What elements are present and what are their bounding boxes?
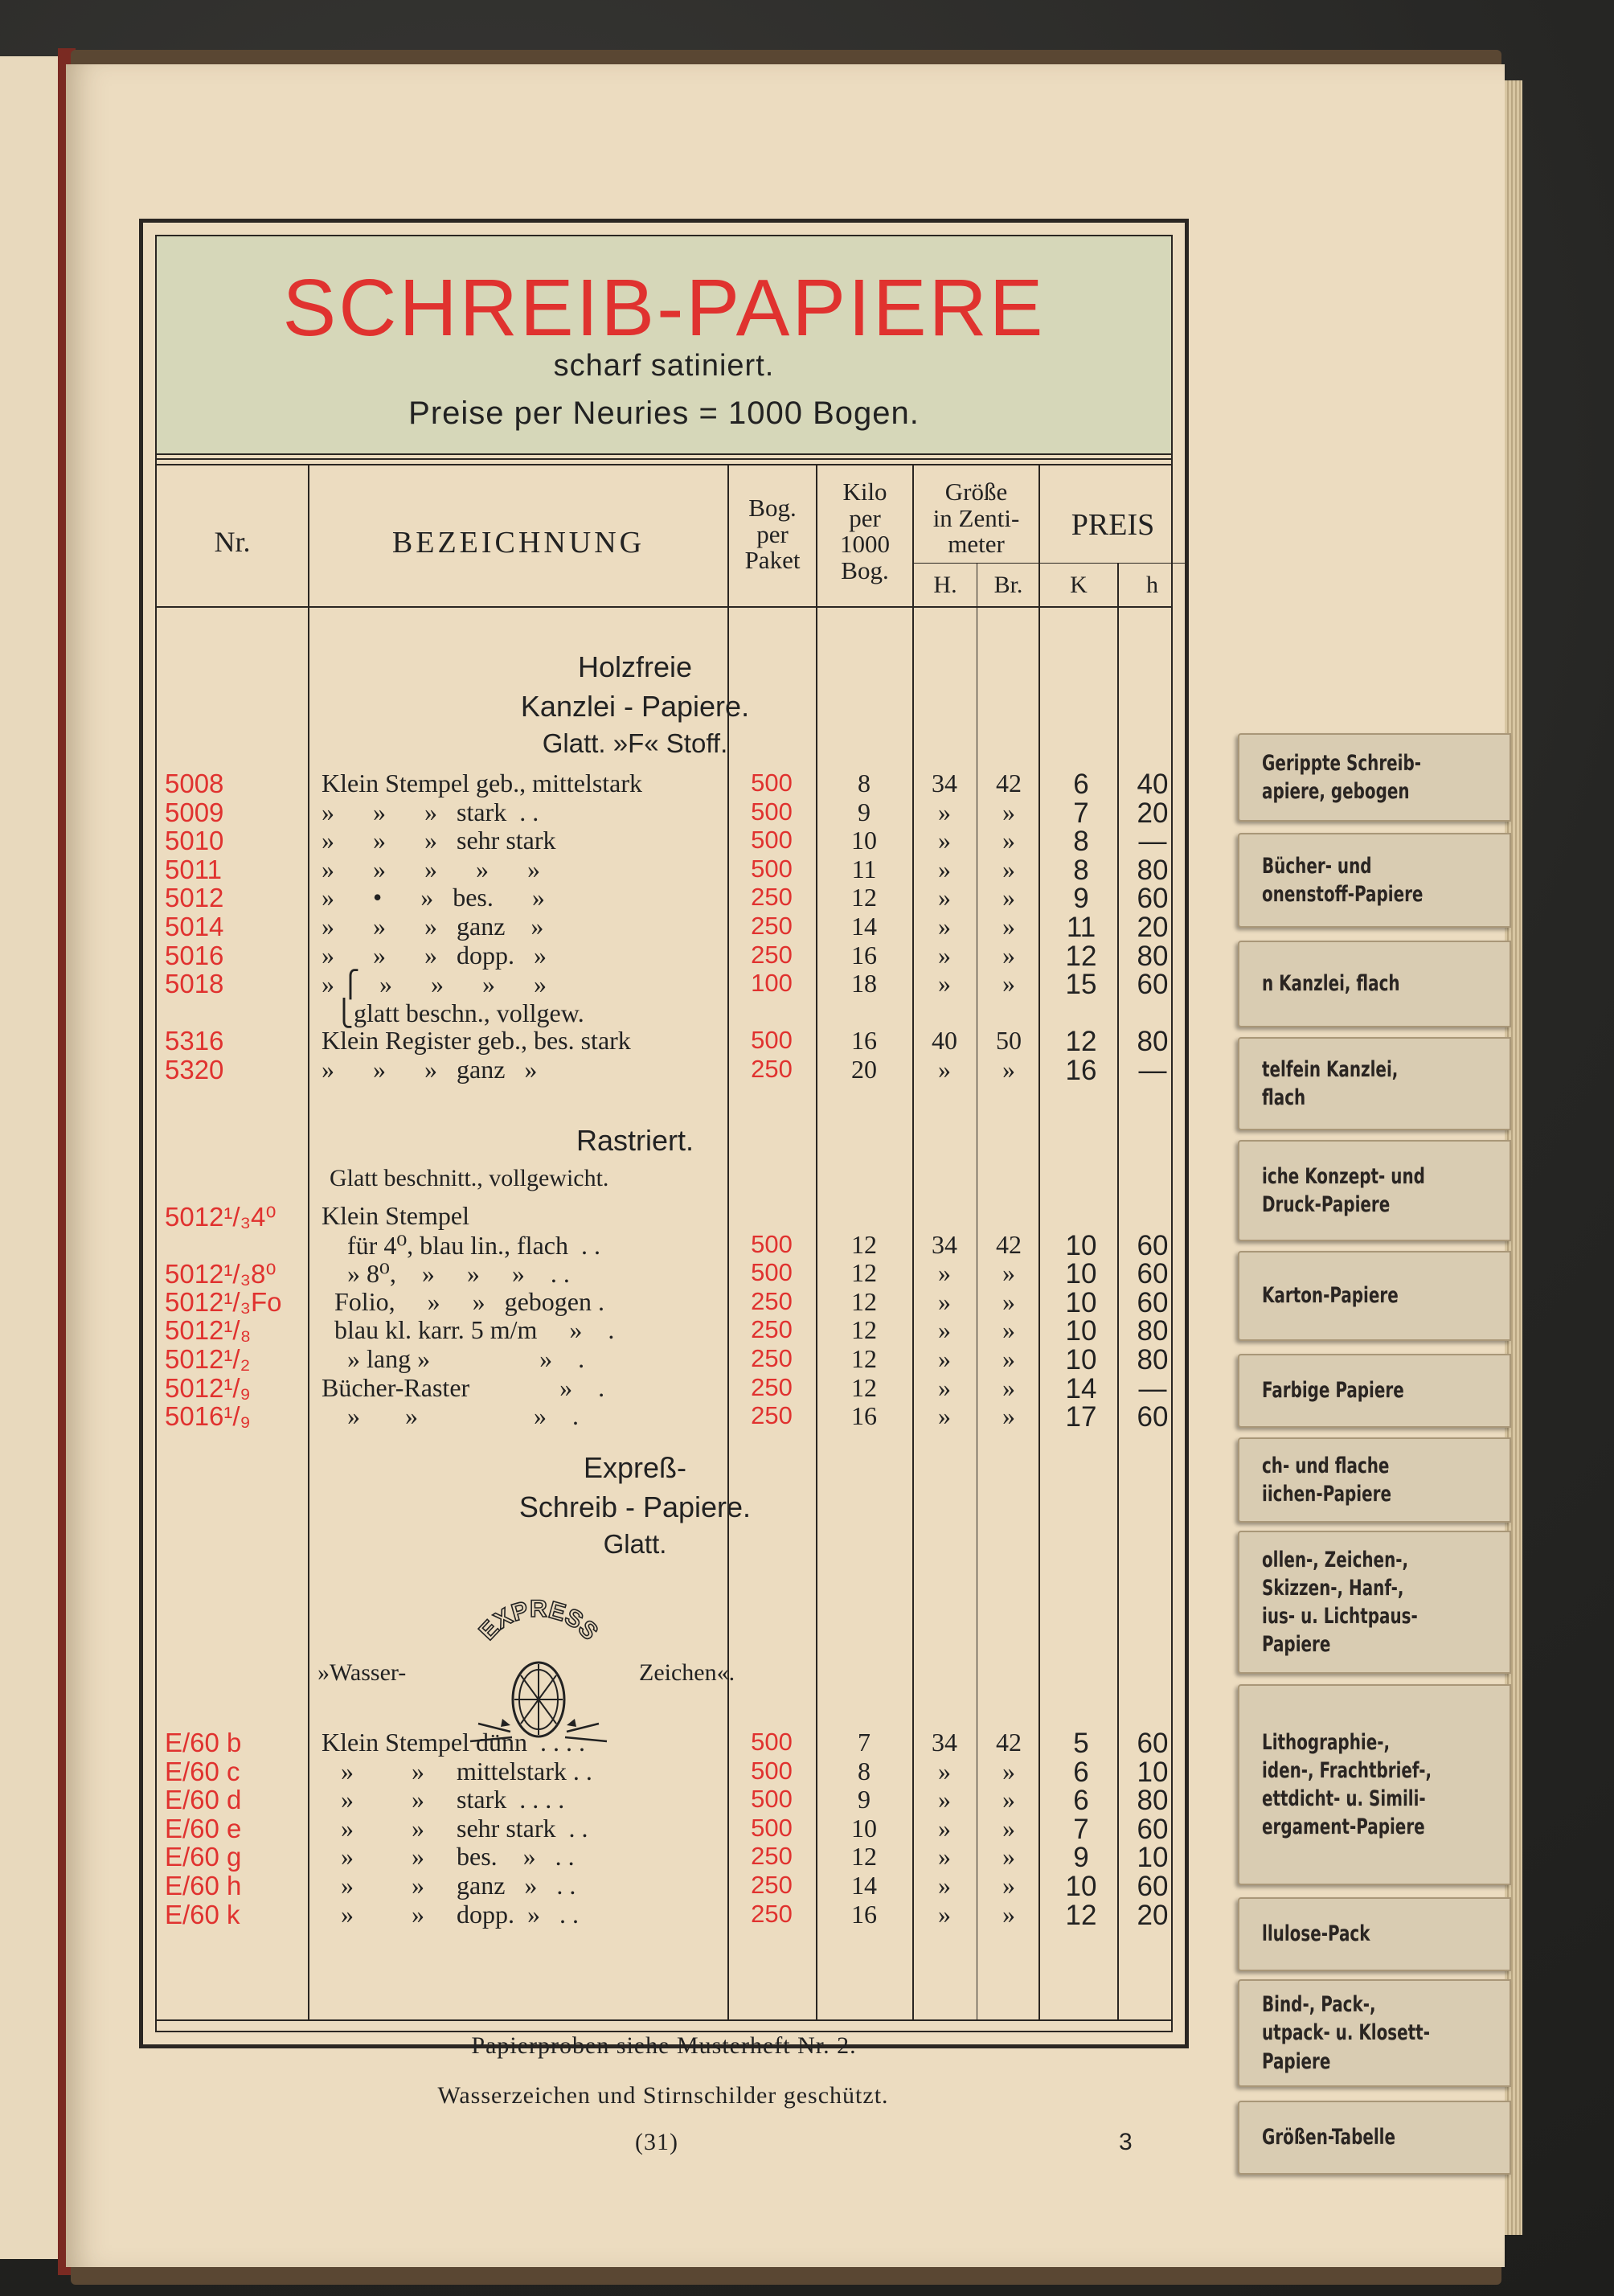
cell-bez: » » dopp. » . .	[322, 1899, 579, 1929]
cell-kilo: 12	[851, 883, 877, 912]
cell-hh: 60	[1137, 969, 1169, 1001]
cell-nr: E/60 b	[165, 1728, 242, 1757]
cell-hh: 60	[1137, 1401, 1169, 1433]
price-table-frame	[139, 219, 1189, 2059]
cell-bog: 500	[751, 854, 793, 883]
cell-k: 10	[1065, 1344, 1097, 1376]
cell-bez: Klein Stempel	[322, 1201, 469, 1230]
table-row	[157, 912, 1171, 941]
cell-bog: 100	[751, 969, 793, 998]
col-groesse: Größe in Zenti- meter	[932, 478, 1020, 559]
cell-nr: E/60 k	[165, 1899, 240, 1929]
wasser-left: »Wasser-	[317, 1659, 407, 1686]
cell-h: »	[938, 1401, 951, 1431]
index-tab[interactable]	[1238, 1354, 1511, 1428]
cell-h: »	[938, 854, 951, 884]
cell-h: »	[938, 1785, 951, 1814]
cell-h: »	[938, 912, 951, 941]
cell-hh: 40	[1137, 769, 1169, 800]
cell-bog: 500	[751, 826, 793, 855]
cell-bez: » » » ganz »	[322, 912, 544, 941]
cell-hh: —	[1138, 1372, 1167, 1404]
cell-hh: 10	[1137, 1756, 1169, 1788]
cell-bog: 500	[751, 797, 793, 826]
cell-bog: 250	[751, 1344, 793, 1372]
cell-nr: 5008	[165, 769, 224, 798]
cell-h: »	[938, 1813, 951, 1843]
cell-hh: 60	[1137, 1871, 1169, 1902]
cell-hh: 60	[1137, 1728, 1169, 1759]
cell-bez: » » » stark . .	[322, 797, 539, 826]
cell-h: 34	[932, 1728, 957, 1757]
cell-kilo: 16	[851, 1026, 877, 1056]
cell-kilo: 18	[851, 969, 877, 998]
index-tab[interactable]	[1238, 1437, 1511, 1523]
cell-bez: Folio, » » gebogen .	[322, 1286, 604, 1316]
cell-bez: » » bes. » . .	[322, 1842, 575, 1872]
cell-k: 7	[1073, 1813, 1089, 1845]
cell-k: 6	[1073, 1756, 1089, 1788]
cell-k: 8	[1073, 854, 1089, 886]
cell-kilo: 10	[851, 826, 877, 855]
cell-k: 17	[1065, 1401, 1097, 1433]
cell-br: »	[1002, 1813, 1015, 1843]
cell-k: 10	[1065, 1286, 1097, 1318]
cell-hh: —	[1138, 826, 1167, 858]
table-row	[157, 1055, 1171, 1084]
cell-kilo: 16	[851, 1401, 877, 1431]
index-tab-label: llulose-Pack	[1262, 1921, 1370, 1947]
cell-br: 42	[996, 1229, 1022, 1259]
cell-br: »	[1002, 1785, 1015, 1814]
cell-br: »	[1002, 1756, 1015, 1786]
cell-bog: 250	[751, 940, 793, 969]
cell-kilo: 12	[851, 1229, 877, 1259]
cell-br: 42	[996, 1728, 1022, 1757]
cell-hh: 20	[1137, 797, 1169, 829]
cell-kilo: 12	[851, 1315, 877, 1345]
rule	[157, 458, 1171, 460]
cell-bez: Bücher-Raster » .	[322, 1372, 605, 1402]
cell-nr: 5012¹/₉	[165, 1372, 251, 1403]
cell-bez: » » stark . . . .	[322, 1785, 565, 1814]
cell-h: »	[938, 797, 951, 826]
cell-bez: » 8⁰, » » » . .	[322, 1259, 570, 1289]
wasser-right: Zeichen«.	[639, 1659, 735, 1686]
cell-hh: 60	[1137, 1229, 1169, 1261]
cell-bez: » » » dopp. »	[322, 940, 547, 970]
col-k: K	[1070, 572, 1088, 598]
table-row	[157, 826, 1171, 858]
col-br: Br.	[993, 572, 1023, 598]
cell-bez: » » » » »	[322, 854, 540, 884]
cell-bez: » » mittelstark . .	[322, 1756, 592, 1786]
cell-bez: » » » sehr stark	[322, 826, 556, 855]
cell-kilo: 14	[851, 912, 877, 941]
table-row	[157, 1401, 1171, 1433]
section-holzfreie: Holzfreie Kanzlei - Papiere. Glatt. »F« Stoff.	[520, 650, 750, 759]
table-row	[157, 1315, 1171, 1347]
cell-h: »	[938, 940, 951, 970]
cell-h: »	[938, 1055, 951, 1084]
cell-br: »	[1002, 854, 1015, 884]
cell-nr: 5016	[165, 940, 224, 970]
cell-kilo: 12	[851, 1344, 877, 1373]
cell-h: »	[938, 969, 951, 998]
cell-h: 34	[932, 769, 957, 797]
cell-bog: 250	[751, 1055, 793, 1083]
cell-k: 12	[1065, 1026, 1097, 1058]
cell-hh: 80	[1137, 1315, 1169, 1347]
section-rastriert: Rastriert.	[576, 1124, 694, 1157]
cell-nr: E/60 c	[165, 1756, 240, 1786]
page-title: SCHREIB-PAPIERE	[282, 263, 1046, 353]
cell-nr: 5012¹/₂	[165, 1344, 251, 1374]
cell-kilo: 10	[851, 1813, 877, 1843]
cell-br: »	[1002, 826, 1015, 855]
cell-nr: 5012¹/₃8⁰	[165, 1259, 277, 1289]
cell-k: 10	[1065, 1258, 1097, 1290]
cell-bog: 250	[751, 1871, 793, 1899]
cell-bog: 250	[751, 1899, 793, 1928]
cell-bez: » » sehr stark . .	[322, 1813, 588, 1843]
sheet-number: 3	[1119, 2129, 1133, 2155]
samples-note: Papierproben siehe Musterheft Nr. 2.	[471, 2032, 857, 2059]
cell-h: »	[938, 826, 951, 855]
cell-kilo: 12	[851, 1286, 877, 1316]
cell-bog: 500	[751, 769, 793, 797]
table-row	[157, 1814, 1171, 1843]
cell-k: 5	[1073, 1728, 1089, 1759]
cell-kilo: 9	[858, 797, 870, 826]
table-row	[157, 998, 1171, 1027]
cell-k: 10	[1065, 1871, 1097, 1902]
col-nr: Nr.	[214, 526, 251, 558]
cell-k: 6	[1073, 769, 1089, 800]
cell-br: »	[1002, 1372, 1015, 1402]
cell-br: »	[1002, 1401, 1015, 1431]
cell-kilo: 8	[858, 769, 870, 797]
index-tab[interactable]	[1238, 2101, 1511, 2175]
index-tab-label: telfein Kanzlei, flach	[1262, 1056, 1399, 1110]
cell-nr: 5011	[165, 854, 222, 884]
table-row	[157, 1258, 1171, 1290]
index-tab[interactable]	[1238, 941, 1511, 1027]
cell-kilo: 20	[851, 1055, 877, 1084]
cell-bog: 500	[751, 1813, 793, 1842]
cell-k: 14	[1065, 1372, 1097, 1404]
table-row	[157, 1728, 1171, 1757]
cell-kilo: 11	[851, 854, 877, 884]
index-tab-label: Karton-Papiere	[1262, 1283, 1399, 1309]
cell-h: »	[938, 1286, 951, 1316]
cell-hh: 60	[1137, 1286, 1169, 1318]
index-tab-label: iche Konzept- und Druck-Papiere	[1262, 1163, 1425, 1217]
index-tab-label: Größen-Tabelle	[1262, 2125, 1395, 2150]
col-preis: PREIS	[1071, 508, 1155, 542]
cell-k: 6	[1073, 1785, 1089, 1817]
cell-nr: E/60 d	[165, 1785, 242, 1815]
cell-hh: 80	[1137, 1785, 1169, 1817]
cell-h: »	[938, 1344, 951, 1373]
index-tab-label: Farbige Papiere	[1262, 1378, 1404, 1404]
table-row	[157, 1230, 1171, 1259]
cell-kilo: 12	[851, 1372, 877, 1402]
table-row	[157, 1344, 1171, 1376]
table-row	[157, 797, 1171, 829]
cell-bog: 250	[751, 1372, 793, 1401]
cell-k: 12	[1065, 1899, 1097, 1931]
table-row	[157, 1900, 1171, 1929]
cell-bez: ⎩glatt beschn., vollgew.	[322, 998, 584, 1027]
cell-br: »	[1002, 1842, 1015, 1872]
cell-hh: 20	[1137, 1899, 1169, 1931]
cell-br: »	[1002, 1258, 1015, 1288]
cell-br: »	[1002, 883, 1015, 912]
cell-nr: 5012¹/₈	[165, 1315, 252, 1346]
cell-h: »	[938, 1871, 951, 1900]
index-tab-label: Bind-, Pack-, utpack- u. Klosett- Papiere	[1262, 1992, 1430, 2074]
cell-k: 15	[1065, 969, 1097, 1001]
cell-bog: 250	[751, 1315, 793, 1344]
table-row	[157, 1785, 1171, 1817]
protected-note: Wasserzeichen und Stirnschilder geschützt.	[437, 2082, 889, 2109]
table-row	[157, 883, 1171, 915]
col-bezeichnung: BEZEICHNUNG	[391, 526, 645, 560]
cell-hh: 60	[1137, 1258, 1169, 1290]
cell-nr: 5009	[165, 797, 224, 827]
cell-k: 16	[1065, 1055, 1097, 1086]
cell-nr: E/60 e	[165, 1813, 242, 1843]
table-row	[157, 941, 1171, 970]
cell-hh: 80	[1137, 1026, 1169, 1058]
cell-kilo: 9	[858, 1785, 870, 1814]
cell-br: »	[1002, 1055, 1015, 1084]
cell-h: »	[938, 1899, 951, 1929]
cell-h: »	[938, 1842, 951, 1872]
table-row	[157, 1871, 1171, 1900]
cell-nr: 5012	[165, 883, 224, 913]
cell-h: »	[938, 1258, 951, 1288]
cell-br: 50	[996, 1026, 1022, 1056]
rule	[157, 2019, 1171, 2021]
cell-bog: 500	[751, 1756, 793, 1785]
cell-h: 40	[932, 1026, 957, 1056]
cell-bog: 500	[751, 1785, 793, 1814]
col-hh: h	[1146, 572, 1158, 598]
col-bog: Bog. per Paket	[744, 494, 801, 575]
cell-nr: 5018	[165, 969, 224, 999]
cell-k: 9	[1073, 883, 1089, 915]
cell-bez: Klein Stempel geb., mittelstark	[322, 769, 643, 797]
table-row	[157, 1842, 1171, 1874]
cell-bog: 250	[751, 1401, 793, 1430]
cell-k: 7	[1073, 797, 1089, 829]
col-kilo: Kilo per 1000 Bog.	[840, 478, 890, 584]
cell-bog: 250	[751, 1286, 793, 1315]
price-note: Preise per Neuries = 1000 Bogen.	[408, 396, 920, 431]
cell-bog: 500	[751, 1258, 793, 1287]
cell-hh: 80	[1137, 1344, 1169, 1376]
cell-kilo: 12	[851, 1842, 877, 1872]
index-tab[interactable]	[1238, 833, 1511, 928]
cell-bog: 500	[751, 1026, 793, 1055]
cell-bez: » » » ganz »	[322, 1055, 538, 1084]
cell-k: 11	[1066, 912, 1096, 943]
left-page-edge	[0, 56, 67, 2259]
cell-nr: E/60 g	[165, 1842, 242, 1872]
subtitle: scharf satiniert.	[553, 349, 775, 383]
index-tab[interactable]	[1238, 1531, 1511, 1674]
cell-k: 12	[1065, 940, 1097, 972]
cell-nr: 5012¹/₃Fo	[165, 1286, 282, 1317]
cell-br: »	[1002, 1315, 1015, 1345]
cell-bez: » ⎧ » » » »	[322, 970, 547, 999]
index-tab[interactable]	[1238, 1979, 1511, 2087]
cell-k: 9	[1073, 1842, 1089, 1874]
cell-hh: 20	[1137, 912, 1169, 943]
table-row	[157, 1287, 1171, 1316]
cell-bez: blau kl. karr. 5 m/m » .	[322, 1315, 615, 1345]
table-header	[157, 236, 1171, 455]
cell-bez: Klein Register geb., bes. stark	[322, 1026, 631, 1056]
cell-nr: 5010	[165, 826, 224, 856]
cell-nr: 5316	[165, 1026, 224, 1056]
cell-k: 10	[1065, 1315, 1097, 1347]
cell-bez: » lang » » .	[322, 1344, 585, 1373]
cell-h: »	[938, 1372, 951, 1402]
cell-hh: 60	[1137, 1813, 1169, 1845]
svg-text:EXPRESS: EXPRESS	[473, 1596, 604, 1646]
cell-br: »	[1002, 969, 1015, 998]
index-tab-label: Bücher- und onenstoff-Papiere	[1262, 853, 1424, 907]
index-tab-label: ollen-, Zeichen-, Skizzen-, Hanf-, ius- u. Lichtpaus- Papiere	[1262, 1547, 1418, 1658]
cell-bez: Klein Stempel dünn . . . .	[322, 1728, 585, 1757]
cell-k: 10	[1065, 1229, 1097, 1261]
cell-hh: 80	[1137, 854, 1169, 886]
table-row	[157, 855, 1171, 884]
index-tab-label: Gerippte Schreib- apiere, gebogen	[1262, 750, 1422, 804]
cell-bog: 250	[751, 1842, 793, 1871]
section-express: Expreß- Schreib - Papiere. Glatt.	[518, 1451, 752, 1560]
index-tab-label: ch- und flache iichen-Papiere	[1262, 1453, 1391, 1507]
cell-bog: 500	[751, 1728, 793, 1756]
cell-br: »	[1002, 940, 1015, 970]
cell-nr: 5320	[165, 1055, 224, 1084]
index-tab[interactable]	[1238, 1037, 1511, 1130]
page-number: (31)	[635, 2129, 678, 2155]
cell-h: »	[938, 1756, 951, 1786]
cell-bez: für 4⁰, blau lin., flach . .	[322, 1230, 600, 1260]
cell-k: 8	[1073, 826, 1089, 858]
cell-nr: 5012¹/₃4⁰	[165, 1202, 277, 1232]
table-row	[157, 1757, 1171, 1786]
cell-h: »	[938, 1315, 951, 1345]
index-tab[interactable]	[1238, 1251, 1511, 1341]
cell-h: 34	[932, 1229, 957, 1259]
cell-br: 42	[996, 769, 1022, 797]
cell-bez: » • » bes. »	[322, 883, 545, 912]
cell-br: »	[1002, 1899, 1015, 1929]
cell-kilo: 16	[851, 1899, 877, 1929]
cell-br: »	[1002, 1286, 1015, 1316]
cell-kilo: 16	[851, 940, 877, 970]
rule	[912, 563, 1186, 564]
cell-bez: » » » .	[322, 1401, 579, 1431]
cell-nr: 5016¹/₉	[165, 1401, 251, 1432]
cell-bog: 500	[751, 1229, 793, 1258]
cell-kilo: 12	[851, 1258, 877, 1288]
cell-br: »	[1002, 912, 1015, 941]
cell-br: »	[1002, 797, 1015, 826]
cell-hh: 10	[1137, 1842, 1169, 1874]
cell-nr: E/60 h	[165, 1871, 242, 1900]
col-h: H.	[933, 572, 957, 598]
cell-bog: 250	[751, 883, 793, 912]
index-tab[interactable]	[1238, 1684, 1511, 1885]
cell-br: »	[1002, 1344, 1015, 1373]
cell-hh: 80	[1137, 940, 1169, 972]
table-row	[157, 1373, 1171, 1402]
cell-h: »	[938, 883, 951, 912]
index-tab-label: n Kanzlei, flach	[1262, 971, 1400, 997]
table-row	[157, 1201, 1171, 1230]
table-row	[157, 769, 1171, 800]
cell-bez: » » ganz » . .	[322, 1871, 576, 1900]
table-row	[157, 969, 1171, 1001]
index-tab[interactable]	[1238, 733, 1511, 822]
index-tab-label: Lithographie-, iden-, Frachtbrief-, ettdicht- u. Simili- ergament-Papiere	[1262, 1729, 1432, 1840]
cell-kilo: 14	[851, 1871, 877, 1900]
index-tab[interactable]	[1238, 1897, 1511, 1971]
price-table	[155, 235, 1173, 2059]
table-row	[157, 1026, 1171, 1058]
cell-bog: 250	[751, 912, 793, 940]
cell-hh: 60	[1137, 883, 1169, 915]
cell-nr: 5014	[165, 912, 224, 941]
cell-br: »	[1002, 1871, 1015, 1900]
cell-hh: —	[1138, 1055, 1167, 1086]
cell-kilo: 7	[858, 1728, 870, 1757]
rastriert-note: Glatt beschnitt., vollgewicht.	[330, 1165, 609, 1191]
cell-kilo: 8	[858, 1756, 870, 1786]
index-tab[interactable]	[1238, 1140, 1511, 1241]
